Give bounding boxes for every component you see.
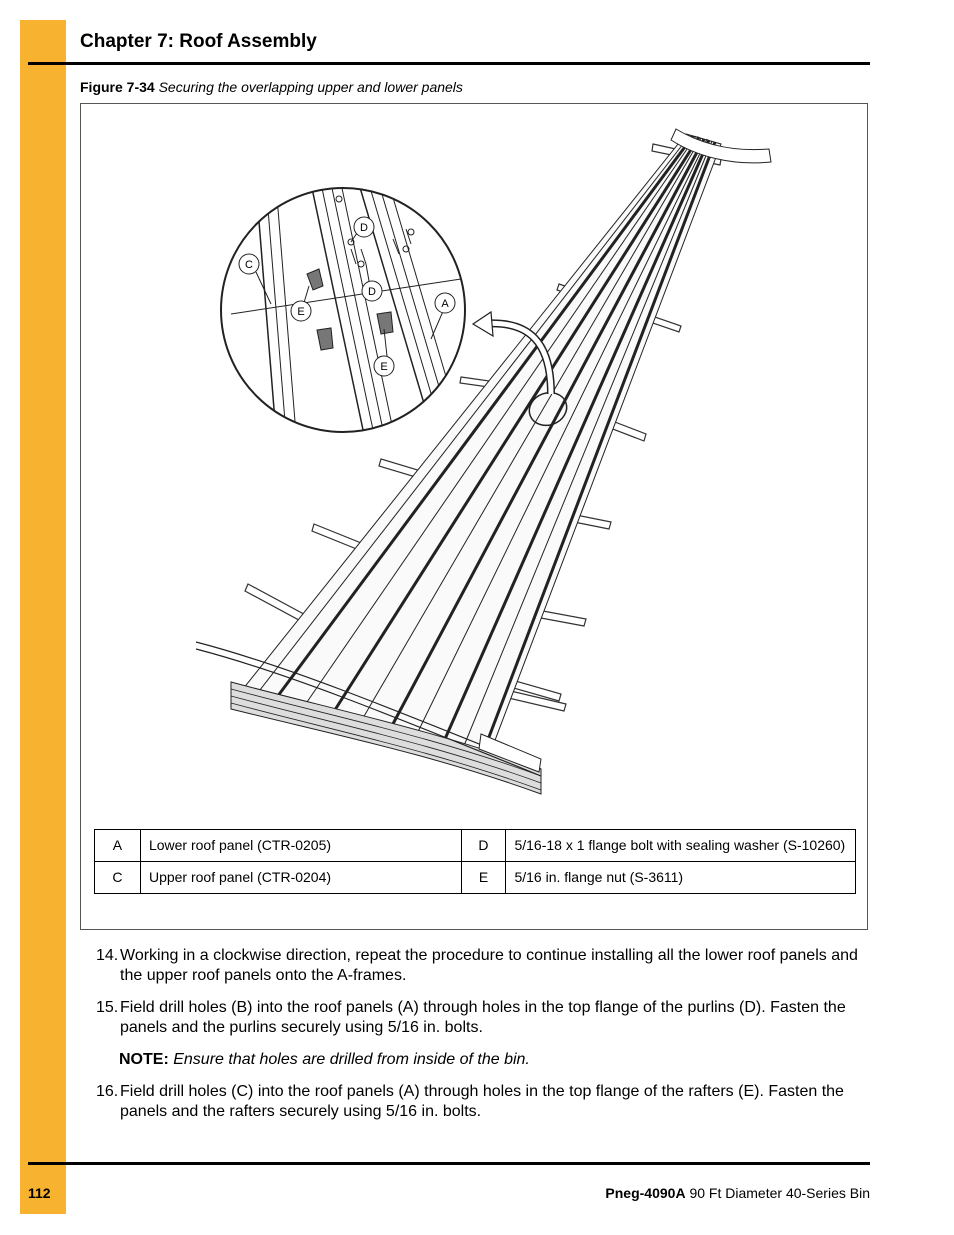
- callout-c-label: C: [245, 259, 253, 271]
- step-text: Working in a clockwise direction, repeat the procedure to continue installing all the lower roof panels and the upper roof panels onto the A-frames.: [120, 947, 858, 984]
- note: [119, 1050, 868, 1070]
- legend-key: E: [461, 862, 506, 894]
- header-rule: [28, 62, 870, 65]
- legend-key: A: [95, 830, 141, 862]
- footer-rule: [28, 1162, 870, 1165]
- chapter-title: Chapter 7: Roof Assembly: [80, 31, 317, 52]
- document-code: Pneg-4090A: [605, 1185, 686, 1201]
- callout-d-upper: [354, 217, 374, 237]
- document-title: 90 Ft Diameter 40-Series Bin: [689, 1185, 870, 1201]
- chapter-side-tab: [20, 20, 66, 1214]
- callout-d-upper-label: D: [360, 222, 368, 234]
- step-number: 16.: [96, 1083, 119, 1100]
- parts-legend-table: [94, 829, 856, 894]
- callout-a-label: A: [441, 298, 449, 310]
- step-number: 14.: [96, 947, 119, 964]
- list-item: [96, 946, 868, 986]
- legend-text: 5/16 in. flange nut (S-3611): [506, 862, 856, 894]
- table-row: [95, 830, 856, 862]
- step-text: Field drill holes (C) into the roof panels (A) through holes in the top flange of the rafters (E). Fasten the panels and the rafters securely using 5/16 in. bolts.: [120, 1083, 844, 1120]
- callout-d-lower: [362, 281, 382, 301]
- procedure-steps: [96, 946, 868, 1134]
- page-number: 112: [28, 1185, 51, 1201]
- table-row: [95, 862, 856, 894]
- step-text: Field drill holes (B) into the roof panels (A) through holes in the top flange of the purlins (D). Fasten the panels and the purlins securely using 5/16 in. bolts.: [120, 999, 846, 1036]
- callout-e-lower-label: E: [380, 361, 388, 373]
- note-label: NOTE:: [119, 1051, 169, 1068]
- figure-caption: [80, 79, 463, 95]
- callout-e-upper-label: E: [297, 306, 305, 318]
- callout-e-upper: [291, 301, 311, 321]
- list-item: [96, 998, 868, 1038]
- document-reference: [605, 1185, 870, 1201]
- callout-e-lower: [374, 356, 394, 376]
- callout-a: [435, 293, 455, 313]
- legend-text: Upper roof panel (CTR-0204): [140, 862, 461, 894]
- callout-d-lower-label: D: [368, 286, 376, 298]
- callout-c: [239, 254, 259, 274]
- roof-assembly-drawing: [81, 104, 867, 819]
- list-item: [96, 1082, 868, 1122]
- legend-key: C: [95, 862, 141, 894]
- legend-text: 5/16-18 x 1 flange bolt with sealing washer (S-10260): [506, 830, 856, 862]
- figure-caption-text: Securing the overlapping upper and lower panels: [158, 79, 463, 95]
- legend-text: Lower roof panel (CTR-0205): [140, 830, 461, 862]
- legend-key: D: [461, 830, 506, 862]
- note-text: Ensure that holes are drilled from inside of the bin.: [173, 1051, 530, 1068]
- figure-number: Figure 7-34: [80, 79, 155, 95]
- step-number: 15.: [96, 999, 119, 1016]
